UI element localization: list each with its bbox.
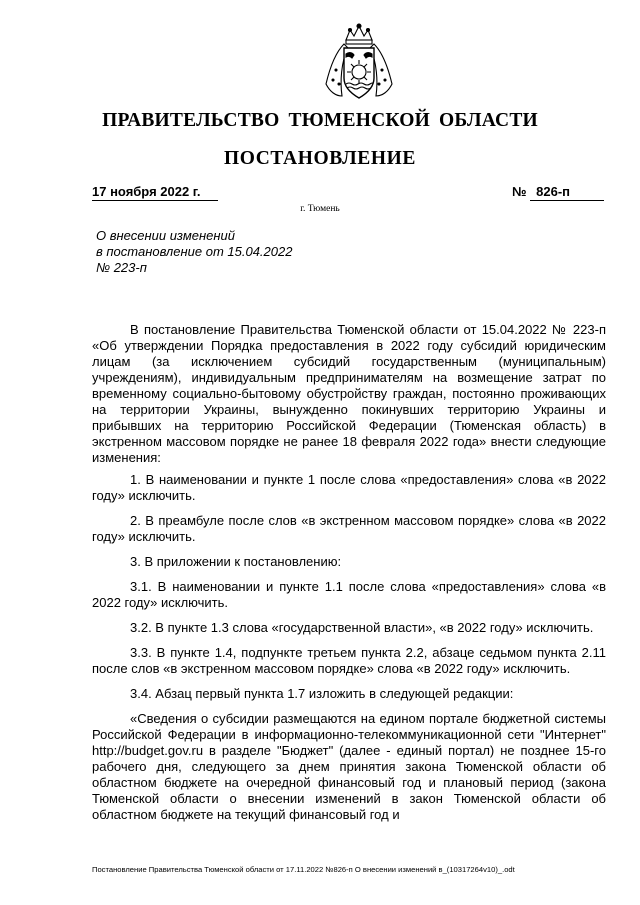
clause-paragraph: 3.3. В пункте 1.4, подпункте третьем пункта 2.2, абзаце седьмом пункта 2.11 после слов «в экстренном массовом порядке» слова «в 2022 году» исключить. bbox=[92, 645, 606, 676]
clause-paragraph: 1. В наименовании и пункте 1 после слова «предоставления» слова «в 2022 году» исключить. bbox=[92, 472, 606, 503]
subject-line: в постановление от 15.04.2022 bbox=[96, 244, 293, 259]
number-value: 826-п bbox=[530, 184, 604, 201]
quoted-paragraph: «Сведения о субсидии размещаются на едином портале бюджетной системы Российской Федерации в информационно-телекоммуникационной сети "Интернет" http://budget.gov.ru в разделе "Бюджет" (далее - единый портал) не позднее 15-го рабочего дня, следующего за днем принятия закона Тюменской области об областном бюджете на очередной финансовый год и плановый период (закона Тюменской области о внесении изменений в закон Тюменской области об областном бюджете на текущий финансовый год и bbox=[92, 711, 606, 822]
clause-paragraph: 3.2. В пункте 1.3 слова «государственной власти», «в 2022 году» исключить. bbox=[130, 620, 594, 635]
decree-date: 17 ноября 2022 г. bbox=[92, 184, 218, 201]
document-type-title: ПОСТАНОВЛЕНИЕ bbox=[223, 148, 417, 169]
subject-block bbox=[96, 228, 292, 276]
subject-line: № 223-п bbox=[96, 260, 147, 275]
city-label: г. Тюмень bbox=[300, 204, 340, 214]
subject-line: О внесении изменений bbox=[96, 228, 235, 243]
decree-number bbox=[512, 184, 604, 201]
government-title: ПРАВИТЕЛЬСТВО ТЮМЕНСКОЙ ОБЛАСТИ bbox=[102, 110, 538, 131]
coat-of-arms-icon bbox=[316, 22, 402, 110]
clause-paragraph: 3.4. Абзац первый пункта 1.7 изложить в следующей редакции: bbox=[130, 686, 514, 701]
page-footer: Постановление Правительства Тюменской области от 17.11.2022 №826-п О внесении изменений в_(10317264v10)_.odt bbox=[92, 865, 515, 874]
clause-paragraph: 3.1. В наименовании и пункте 1.1 после слова «предоставления» слова «в 2022 году» исключить. bbox=[92, 579, 606, 610]
number-sign: № bbox=[512, 184, 527, 199]
document-body bbox=[92, 322, 606, 832]
clause-paragraph: 3. В приложении к постановлению: bbox=[130, 554, 342, 569]
clause-paragraph: 2. В преамбуле после слов «в экстренном массовом порядке» слова «в 2022 году» исключить. bbox=[92, 513, 606, 544]
preamble-paragraph: В постановление Правительства Тюменской области от 15.04.2022 № 223-п «Об утверждении Порядка предоставления в 2022 году субсидий юридическим лицам (за исключением субсидий государственным (муниципальным) учреждениям), индивидуальным предпринимателям на возмещение затрат по временному социально-бытовому обустройству граждан, постоянно проживающих на территории Украины, вынужденно покинувших территорию Украины и прибывших на территорию Российской Федерации (Тюменская область) в экстренном массовом порядке не ранее 18 февраля 2022 года» внести следующие изменения: bbox=[92, 322, 606, 465]
